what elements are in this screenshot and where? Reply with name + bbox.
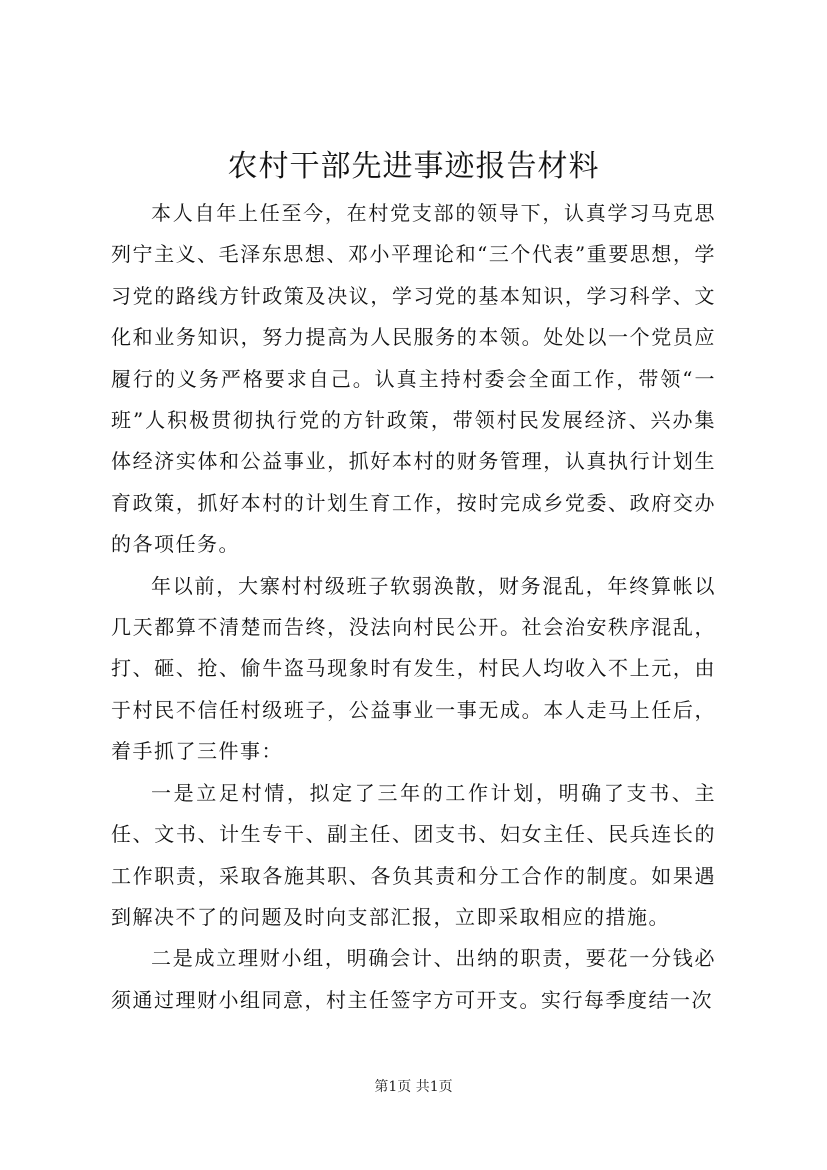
paragraph: 本人自年上任至今，在村党支部的领导下，认真学习马克思列宁主义、毛泽东思想、邓小平理论和“三个代表”重要思想，学习党的路线方针政策及决议，学习党的基本知识，学习科学、文化和业务知识，努力提高为人民服务的本领。处处以一个党员应履行的义务严格要求自己。认真主持村委会全面工作，带领“一班”人积极贯彻执行党的方针政策，带领村民发展经济、兴办集体经济实体和公益事业，抓好本村的财务管理，认真执行计划生育政策，抓好本村的计划生育工作，按时完成乡党委、政府交办的各项任务。 (111, 201, 716, 557)
page-number-footer: 第1页 共1页 (374, 1079, 453, 1095)
paragraph: 二是成立理财小组，明确会计、出纳的职责，要花一分钱必须通过理财小组同意，村主任签字方可开支。实行每季度结一次 (111, 946, 716, 1012)
document-body (111, 193, 716, 1021)
paragraph: 一是立足村情，拟定了三年的工作计划，明确了支书、主任、文书、计生专干、副主任、团支书、妇女主任、民兵连长的工作职责，采取各施其职、各负其责和分工合作的制度。如果遇到解决不了的问题及时向支部汇报，立即采取相应的措施。 (111, 780, 716, 929)
paragraph: 年以前，大寨村村级班子软弱涣散，财务混乱，年终算帐以几天都算不清楚而告终，没法向村民公开。社会治安秩序混乱，打、砸、抢、偷牛盗马现象时有发生，村民人均收入不上元，由于村民不信任村级班子，公益事业一事无成。本人走马上任后，着手抓了三件事： (111, 573, 716, 764)
document-title: 农村干部先进事迹报告材料 (227, 149, 600, 184)
